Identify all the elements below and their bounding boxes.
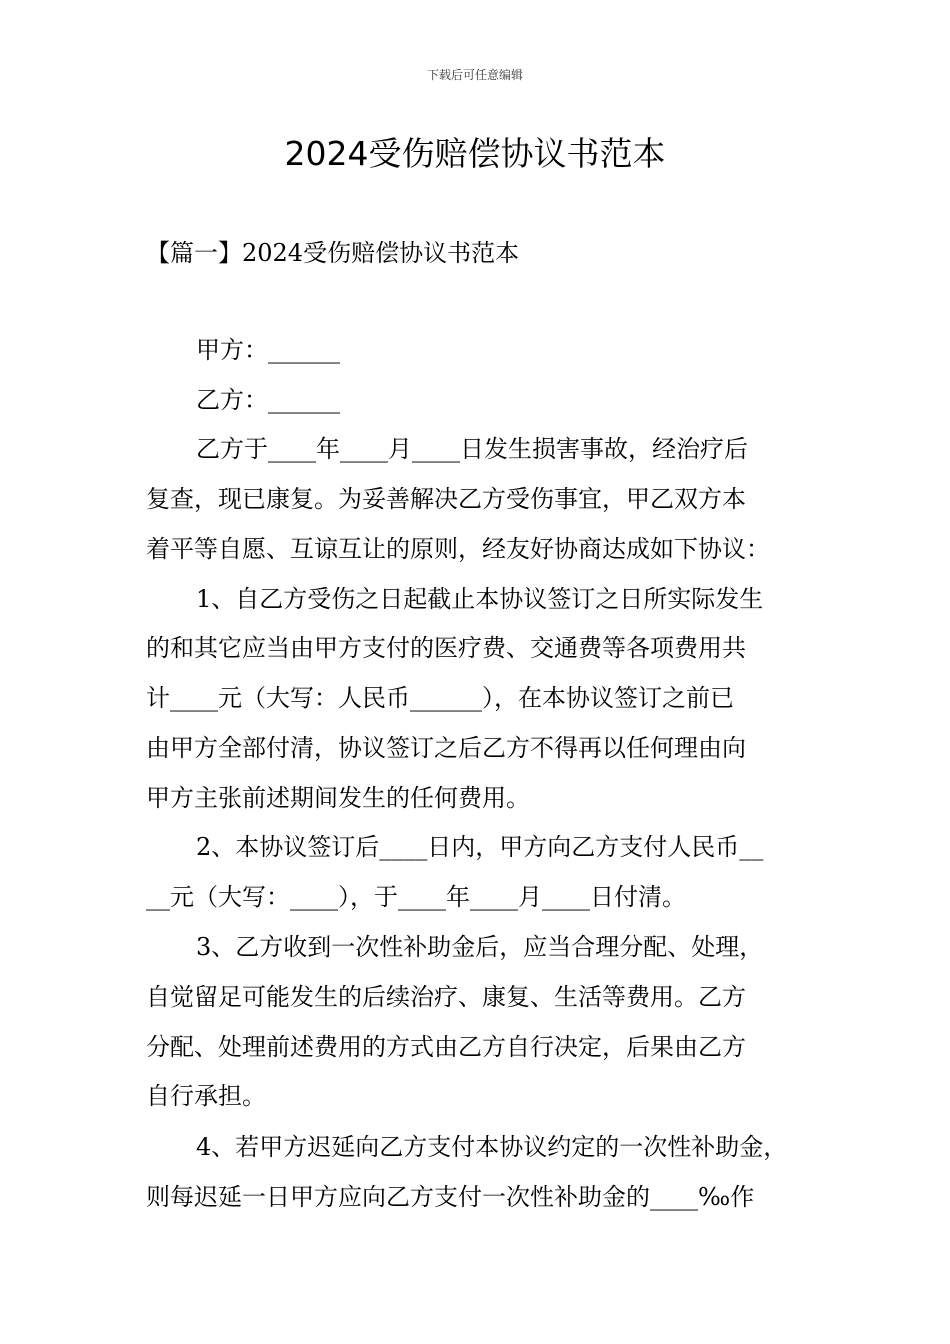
body-line: 自觉留足可能发生的后续治疗、康复、生活等费用。乙方 <box>146 983 746 1011</box>
header-note: 下载后可任意编辑 <box>426 68 523 82</box>
body-line: 则每迟延一日甲方应向乙方支付一次性补助金的____‰作 <box>146 1183 755 1211</box>
body-line: 复查，现已康复。为妥善解决乙方受伤事宜，甲乙双方本 <box>146 485 746 513</box>
clause-2-line: 2、本协议签订后____日内，甲方向乙方支付人民币__ <box>196 833 764 861</box>
section-heading: 【篇一】2024受伤赔偿协议书范本 <box>146 239 520 267</box>
body-line: 由甲方全部付清，协议签订之后乙方不得再以任何理由向 <box>146 734 746 762</box>
body-line: 的和其它应当由甲方支付的医疗费、交通费等各项费用共 <box>146 634 746 662</box>
body-line: 着平等自愿、互谅互让的原则，经友好协商达成如下协议： <box>146 535 770 563</box>
clause-4-line: 4、若甲方迟延向乙方支付本协议约定的一次性补助金， <box>196 1133 788 1161</box>
clause-3-line: 3、乙方收到一次性补助金后，应当合理分配、处理， <box>196 933 764 961</box>
body-line: 计____元（大写：人民币______），在本协议签订之前已 <box>146 684 734 712</box>
document-title: 2024受伤赔偿协议书范本 <box>284 134 666 173</box>
body-line: 自行承担。 <box>146 1082 266 1110</box>
body-line: 分配、处理前述费用的方式由乙方自行决定，后果由乙方 <box>146 1033 746 1061</box>
body-line: 甲方主张前述期间发生的任何费用。 <box>146 784 530 812</box>
party-b-line: 乙方：______ <box>196 386 340 414</box>
body-line: __元（大写：____），于____年____月____日付清。 <box>146 883 686 911</box>
clause-1-line: 1、自乙方受伤之日起截止本协议签订之日所实际发生 <box>196 585 764 613</box>
party-a-line: 甲方：______ <box>196 336 340 364</box>
body-line: 乙方于____年____月____日发生损害事故，经治疗后 <box>196 435 748 463</box>
